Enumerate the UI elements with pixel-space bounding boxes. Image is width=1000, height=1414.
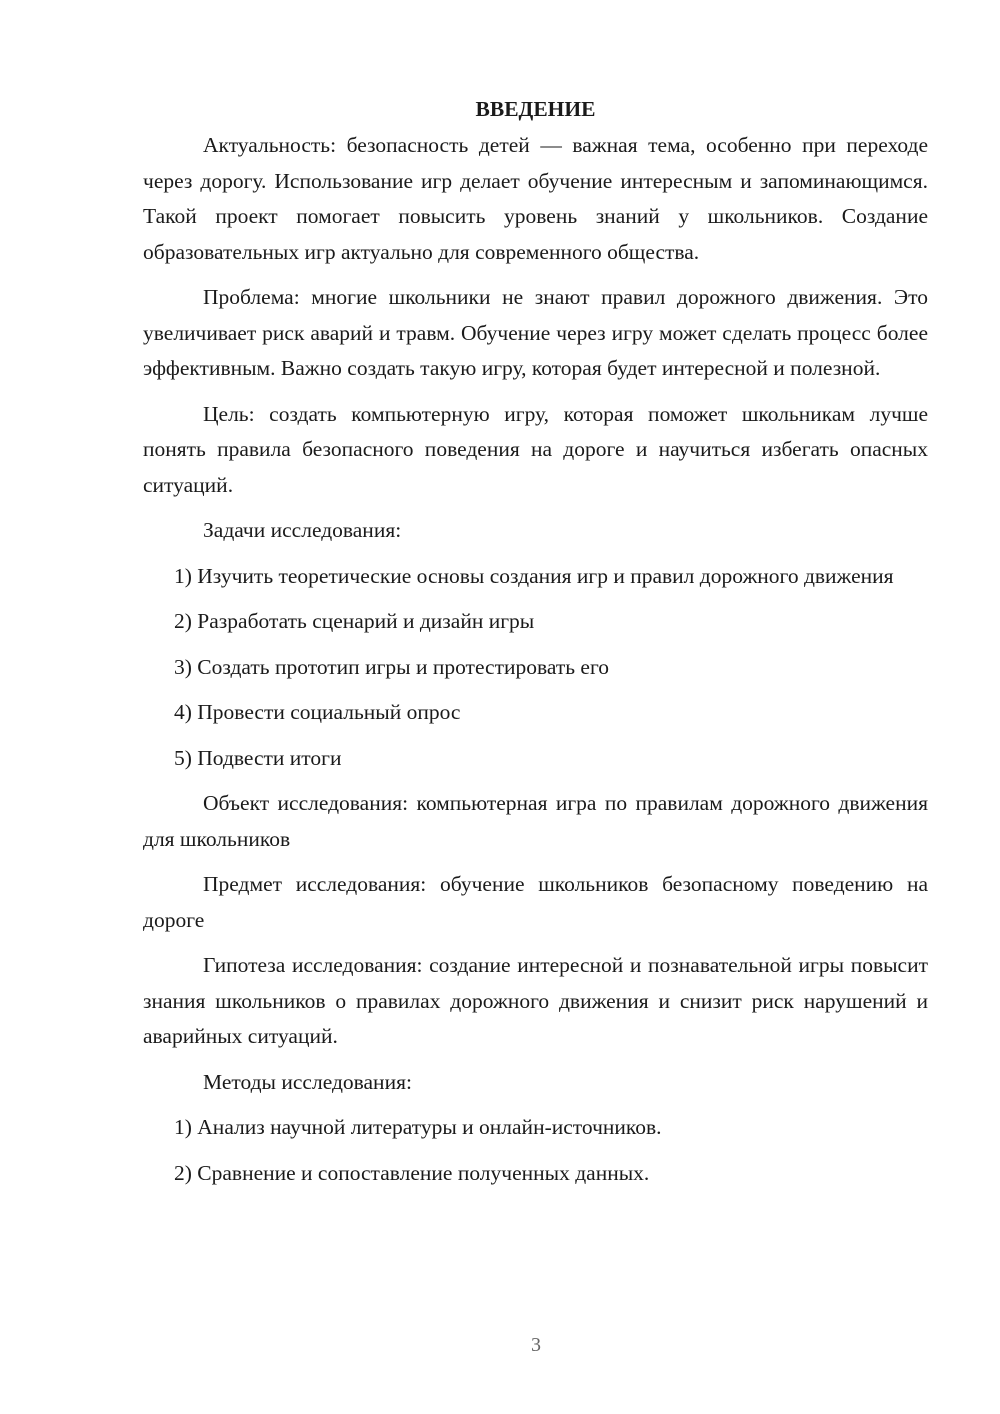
subject-paragraph: Предмет исследования: обучение школьников безопасному поведению на дороге <box>143 872 928 932</box>
page-title: ВВЕДЕНИЕ <box>475 97 596 121</box>
object-paragraph: Объект исследования: компьютерная игра по правилам дорожного движения для школьников <box>143 791 928 851</box>
task-item: 4) Провести социальный опрос <box>174 700 461 724</box>
tasks-heading: Задачи исследования: <box>203 518 402 542</box>
goal-paragraph: Цель: создать компьютерную игру, которая поможет школьникам лучше понять правила безопасного поведения на дороге и научиться избегать опасных ситуаций. <box>143 401 928 497</box>
method-item: 2) Сравнение и сопоставление полученных данных. <box>174 1160 650 1185</box>
method-item: 1) Анализ научной литературы и онлайн-источников. <box>174 1115 662 1139</box>
task-item: 2) Разработать сценарий и дизайн игры <box>174 609 535 633</box>
relevance-paragraph: Актуальность: безопасность детей — важная тема, особенно при переходе через дорогу. Использование игр делает обучение интересным и запоминающимся. Такой проект помогает повысить уровень знаний у школьников. Создание образовательных игр актуально для современного общества. <box>143 133 928 264</box>
hypothesis-paragraph: Гипотеза исследования: создание интересной и познавательной игры повысит знания школьников о правилах дорожного движения и снизит риск нарушений и аварийных ситуаций. <box>143 953 928 1048</box>
task-item: 5) Подвести итоги <box>174 745 342 770</box>
document-page <box>143 92 928 1201</box>
methods-heading: Методы исследования: <box>203 1069 412 1094</box>
task-item: 3) Создать прототип игры и протестировать его <box>174 654 609 679</box>
page-number: 3 <box>531 1334 541 1356</box>
problem-paragraph: Проблема: многие школьники не знают правил дорожного движения. Это увеличивает риск аварий и травм. Обучение через игру может сделать процесс более эффективным. Важно создать такую игру, которая будет интересной и полезной. <box>143 285 928 380</box>
task-item: 1) Изучить теоретические основы создания игр и правил дорожного движения <box>174 563 894 588</box>
